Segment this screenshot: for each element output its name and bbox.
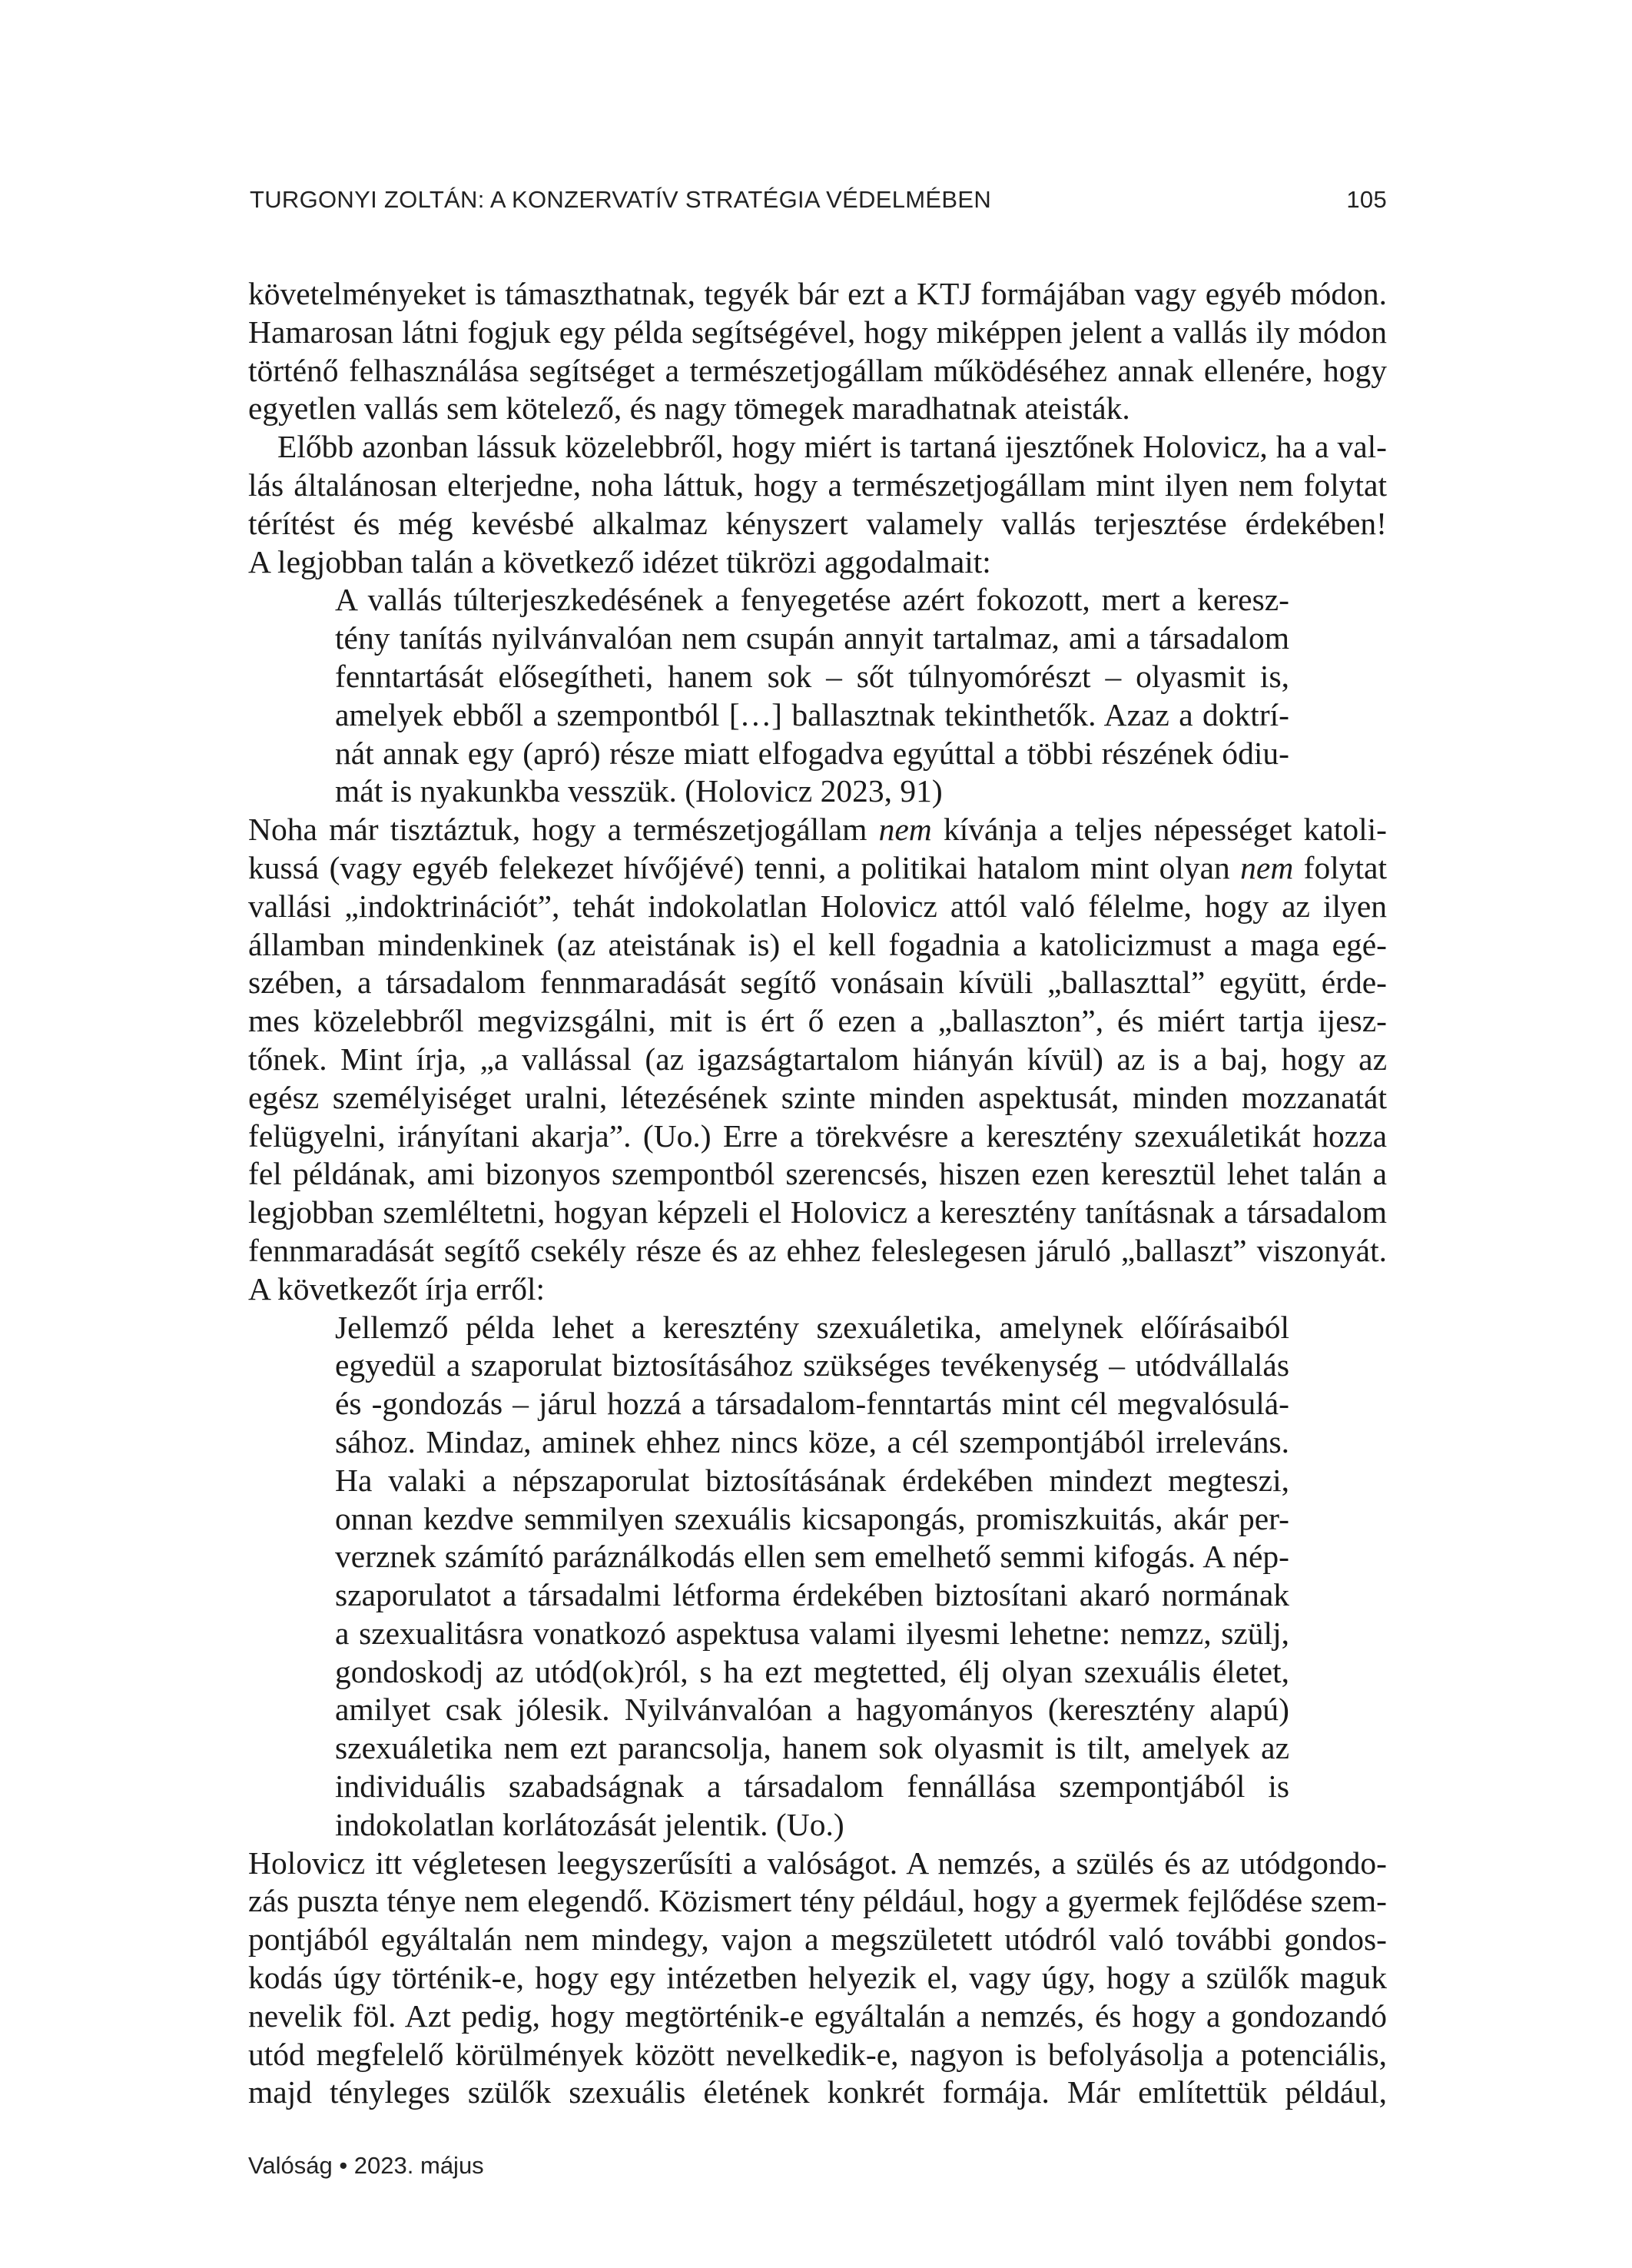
text-line: indokolatlan korlátozását jelentik. (Uo.) (335, 1806, 844, 1842)
text-line: fenntartását elősegítheti, hanem sok – sőt túlnyomórészt – olyasmit is, (335, 658, 1289, 694)
text-line: gondoskodj az utód(ok)ról, s ha ezt megtetted, élj olyan szexuális életet, (335, 1653, 1289, 1689)
text-line: legjobban szemléltetni, hogyan képzeli el Holovicz a keresztény tanításnak a társadalom (248, 1194, 1387, 1230)
text-line: nevelik föl. Azt pedig, hogy megtörténik-e egyáltalán a nemzés, és hogy a gondozandó (248, 1997, 1387, 2034)
text-line: mes közelebbről megvizsgálni, mit is ért ő ezen a „ballaszton”, és miért tartja ijesz- (248, 1003, 1387, 1039)
text-line: A legjobban talán a következő idézet tükrözi aggodalmait: (248, 543, 991, 579)
text-line: pontjából egyáltalán nem mindegy, vajon a megszületett utódról való további gondos- (248, 1921, 1387, 1958)
paragraph (248, 1845, 1387, 2113)
journal-issue: Valóság • 2023. május (248, 2152, 484, 2179)
running-head (250, 184, 1387, 215)
paragraph (248, 811, 1387, 1308)
text-line: Jellemző példa lehet a keresztény szexuáletika, amelynek előírásaiból (335, 1309, 1289, 1345)
text-line: tőnek. Mint írja, „a vallással (az igazságtartalom hiányán kívül) az is a baj, hogy az (248, 1041, 1387, 1077)
text-line: Előbb azonban lássuk közelebbről, hogy miért is tartaná ijesztőnek Holovicz, ha a val- (277, 429, 1387, 465)
text-line: és -gondozás – járul hozzá a társadalom-fenntartás mint cél megvalósulá- (335, 1386, 1289, 1422)
text-line: Ha valaki a népszaporulat biztosításának érdekében mindezt megteszi, (335, 1462, 1289, 1498)
text-line: utód megfelelő körülmények között nevelkedik-e, nagyon is befolyásolja a potenciális, (248, 2036, 1387, 2072)
text-line: kodás úgy történik-e, hogy egy intézetben helyezik el, vagy úgy, hogy a szülők maguk (248, 1960, 1387, 1996)
text-line: egész személyiséget uralni, létezésének szinte minden aspektusát, minden mozzanatát (248, 1079, 1387, 1115)
text-line: verznek számító paráználkodás ellen sem emelhető semmi kifogás. A nép- (335, 1539, 1289, 1575)
text-line: amilyet csak jólesik. Nyilvánvalóan a hagyományos (keresztény alapú) (335, 1692, 1289, 1728)
text-line: individuális szabadságnak a társadalom fennállása szempontjából is (335, 1768, 1289, 1805)
text-line: kussá (vagy egyéb felekezet hívőjévé) tenni, a politikai hatalom mint olyan nem folytat (248, 849, 1387, 885)
text-line: államban mindenkinek (az ateistának is) el kell fogadnia a katolicizmust a maga egé- (248, 926, 1387, 962)
text-line: egyedül a szaporulat biztosításához szükséges tevékenység – utódvállalás (335, 1347, 1289, 1383)
text-line: majd tényleges szülők szexuális életének konkrét formája. Már említettük például, (248, 2074, 1387, 2110)
footer (248, 2152, 484, 2180)
block-quote (248, 581, 1289, 811)
text-line: követelményeket is támaszthatnak, tegyék bár ezt a KTJ formájában vagy egyéb módon. (248, 276, 1387, 311)
text-line: A következőt írja erről: (248, 1270, 546, 1307)
text-line: zás puszta ténye nem elegendő. Közismert tény például, hogy a gyermek fejlődése szem- (248, 1883, 1387, 1919)
text-line: Holovicz itt végletesen leegyszerűsíti a valóságot. A nemzés, a szülés és az utódgondo- (248, 1845, 1387, 1881)
text-line: amelyek ebből a szempontból […] ballasztnak tekinthetők. Azaz a doktrí- (335, 696, 1289, 732)
article-body (248, 275, 1387, 2112)
paragraph (248, 428, 1387, 581)
text-line: a szexualitásra vonatkozó aspektusa valami ilyesmi lehetne: nemzz, szülj, (335, 1615, 1289, 1651)
emphasis: nem (1240, 849, 1294, 885)
text-line: Noha már tisztáztuk, hogy a természetjogállam nem kívánja a teljes népességet katoli- (248, 812, 1387, 848)
page-number: 105 (1346, 186, 1387, 213)
text-line: térítést és még kevésbé alkalmaz kényszert valamely vallás terjesztése érdekében! (248, 505, 1387, 541)
text-line: felügyelni, irányítani akarja”. (Uo.) Erre a törekvésre a keresztény szexuáletikát hozza (248, 1117, 1387, 1154)
block-quote (248, 1309, 1289, 1845)
text-line: A vallás túlterjeszkedésének a fenyegetése azért fokozott, mert a keresz- (335, 582, 1289, 618)
text-line: lás általánosan elterjedne, noha láttuk, hogy a természetjogállam mint ilyen nem folytat (248, 467, 1387, 503)
text-line: Hamarosan látni fogjuk egy példa segítségével, hogy miképpen jelent a vallás ily módon (248, 314, 1387, 350)
text-line: tény tanítás nyilvánvalóan nem csupán annyit tartalmaz, ami a társadalom (335, 620, 1289, 656)
text-line: egyetlen vallás sem kötelező, és nagy tömegek maradhatnak ateisták. (248, 390, 1130, 427)
text-line: fel példának, ami bizonyos szempontból szerencsés, hiszen ezen keresztül lehet talán a (248, 1156, 1387, 1192)
text-line: fennmaradását segítő csekély része és az ehhez feleslegesen járuló „ballaszt” viszonyát. (248, 1232, 1387, 1268)
text-line: szaporulatot a társadalmi létforma érdekében biztosítani akaró normának (335, 1577, 1289, 1613)
text-line: nát annak egy (apró) része miatt elfogadva egyúttal a többi részének ódiu- (335, 735, 1289, 771)
running-title: TURGONYI ZOLTÁN: A KONZERVATÍV STRATÉGIA VÉDELMÉBEN (250, 186, 992, 213)
text-line: vallási „indoktrinációt”, tehát indokolatlan Holovicz attól való félelme, hogy az ilyen (248, 888, 1387, 924)
emphasis: nem (878, 812, 932, 848)
text-line: történő felhasználása segítséget a természetjogállam működéséhez annak ellenére, hogy (248, 352, 1387, 388)
text-line: szexuáletika nem ezt parancsolja, hanem sok olyasmit is tilt, amelyek az (335, 1730, 1289, 1766)
text-line: szében, a társadalom fennmaradását segítő vonásain kívüli „ballaszttal” együtt, érde- (248, 965, 1387, 1001)
text-line: onnan kezdve semmilyen szexuális kicsapongás, promiszkuitás, akár per- (335, 1500, 1289, 1536)
text-line: sához. Mindaz, aminek ehhez nincs köze, a cél szempontjából irreleváns. (335, 1423, 1289, 1459)
paragraph (248, 275, 1387, 428)
text-line: mát is nyakunkba vesszük. (Holovicz 2023, 91) (335, 773, 943, 809)
